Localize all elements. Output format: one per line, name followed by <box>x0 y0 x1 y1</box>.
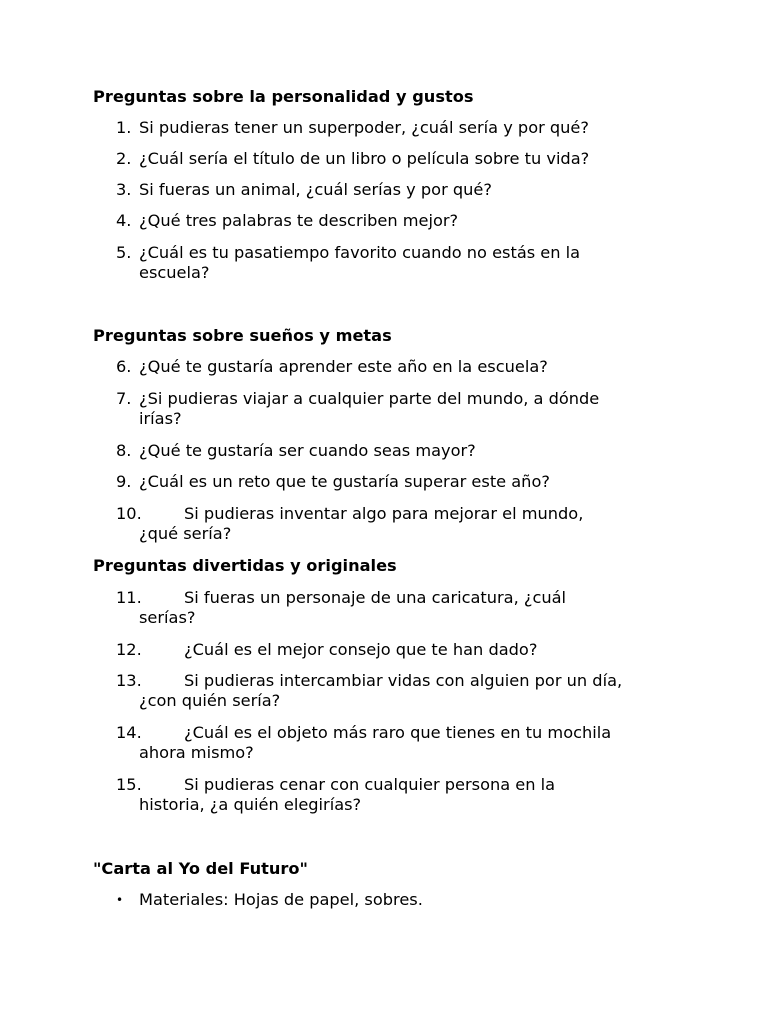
item-text-continuation: ¿qué sería? <box>139 524 232 543</box>
item-text-continuation: serías? <box>139 608 196 627</box>
item-text: Si pudieras inventar algo para mejorar el mundo, <box>184 504 584 523</box>
item-number: 6. <box>116 357 132 376</box>
section-heading-carta: "Carta al Yo del Futuro" <box>93 859 308 878</box>
item-text-continuation: ¿con quién sería? <box>139 691 281 710</box>
item-text: Si fueras un personaje de una caricatura, ¿cuál <box>184 588 567 607</box>
item-text: ¿Cuál es el mejor consejo que te han dado? <box>184 640 538 659</box>
item-number: 10. <box>116 504 142 523</box>
item-number: 3. <box>116 180 132 199</box>
item-text: ¿Qué te gustaría aprender este año en la escuela? <box>139 357 548 376</box>
section-heading-divertidas: Preguntas divertidas y originales <box>93 556 397 575</box>
section-heading-personalidad: Preguntas sobre la personalidad y gustos <box>93 87 474 106</box>
item-number: 13. <box>116 671 142 690</box>
bullet-icon: • <box>116 893 124 907</box>
item-text: ¿Qué te gustaría ser cuando seas mayor? <box>139 441 476 460</box>
item-text: Si pudieras cenar con cualquier persona en la <box>184 775 556 794</box>
item-text: ¿Cuál sería el título de un libro o película sobre tu vida? <box>139 149 590 168</box>
item-text: Materiales: Hojas de papel, sobres. <box>139 890 423 909</box>
item-number: 7. <box>116 389 132 408</box>
item-number: 15. <box>116 775 142 794</box>
item-text-continuation: escuela? <box>139 263 210 282</box>
item-text: ¿Cuál es un reto que te gustaría superar este año? <box>139 472 550 491</box>
item-text: ¿Cuál es el objeto más raro que tienes en tu mochila <box>184 723 612 742</box>
item-number: 12. <box>116 640 142 659</box>
item-text: ¿Qué tres palabras te describen mejor? <box>139 211 459 230</box>
item-number: 11. <box>116 588 142 607</box>
item-text-continuation: ahora mismo? <box>139 743 254 762</box>
item-number: 1. <box>116 118 132 137</box>
item-number: 2. <box>116 149 132 168</box>
item-text: ¿Si pudieras viajar a cualquier parte del mundo, a dónde <box>139 389 600 408</box>
item-number: 9. <box>116 472 132 491</box>
section-heading-suenos: Preguntas sobre sueños y metas <box>93 326 392 345</box>
item-text: Si fueras un animal, ¿cuál serías y por qué? <box>139 180 492 199</box>
item-text: Si pudieras intercambiar vidas con alguien por un día, <box>184 671 623 690</box>
item-number: 4. <box>116 211 132 230</box>
item-number: 8. <box>116 441 132 460</box>
item-text-continuation: historia, ¿a quién elegirías? <box>139 795 362 814</box>
item-text: Si pudieras tener un superpoder, ¿cuál sería y por qué? <box>139 118 589 137</box>
item-number: 14. <box>116 723 142 742</box>
item-number: 5. <box>116 243 132 262</box>
item-text: ¿Cuál es tu pasatiempo favorito cuando no estás en la <box>139 243 581 262</box>
item-text-continuation: irías? <box>139 409 182 428</box>
